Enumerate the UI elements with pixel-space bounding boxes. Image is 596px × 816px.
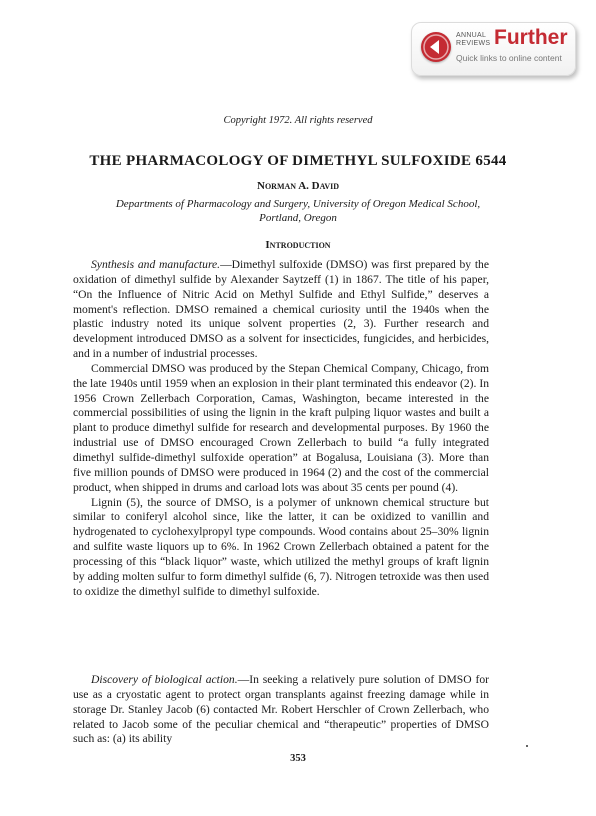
- paragraph-1: [73, 258, 489, 362]
- back-arrow-icon: [421, 32, 451, 62]
- body-text-discovery: [73, 673, 489, 747]
- paragraph-1-text: —Dimethyl sulfoxide (DMSO) was first prepared by the oxidation of dimethyl sulfide by Alexander Saytzeff (1) in 1867. The title of his paper, “On the Influence of Nitric Acid on Methyl Sulfide and Ethyl Sulfide,” deserves a moment's reflection. DMSO remained a chemical curiosity until the 1940s when the plastic industry noted its unique solvent properties (2, 3). Further research and development introduced DMSO as a solvent for insecticides, fungicides, and herbicides, and in a number of industrial processes.: [73, 258, 489, 361]
- author-name: Norman A. David: [257, 180, 339, 192]
- badge-brand-line2: REVIEWS: [456, 40, 491, 47]
- affiliation-line1: Departments of Pharmacology and Surgery, University of Oregon Medical School,: [115, 198, 481, 210]
- paragraph-3: Lignin (5), the source of DMSO, is a polymer of unknown chemical structure but similar to coniferyl alcohol since, like the latter, it can be oxidized to vanillin and hydrogenated to cyclohexylpropyl type compounds. Wood contains about 25–30% lignin and sulfite waste liquors up to 6%. In 1962 Crown Zellerbach obtained a patent for the processing of this “black liquor” waste, which utilized the methyl groups of kraft lignin by adding molten sulfur to form dimethyl sulfide (6, 7). Nitrogen tetroxide was then used to oxidize the dimethyl sulfide to dimethyl sulfoxide.: [73, 495, 489, 598]
- body-text-introduction: [73, 258, 489, 599]
- further-badge[interactable]: [411, 22, 576, 76]
- badge-further-word: Further: [494, 26, 568, 49]
- affiliation: [0, 198, 596, 225]
- copyright-line: Copyright 1972. All rights reserved: [223, 115, 373, 126]
- badge-subtitle: Quick links to online content: [456, 53, 562, 63]
- affiliation-line2: Portland, Oregon: [259, 211, 337, 224]
- article-title: THE PHARMACOLOGY OF DIMETHYL SULFOXIDE 6544: [89, 153, 507, 169]
- badge-brand-line1: ANNUAL: [456, 32, 487, 39]
- badge-brand: [456, 32, 490, 48]
- paragraph-2: Commercial DMSO was produced by the Stepan Chemical Company, Chicago, from the late 1940s until 1959 when an explosion in their plant terminated this endeavor (2). In 1956 Crown Zellerbach Corporation, Camas, Washington, became interested in the commercial possibilities of using the lignin in the kraft pulping liquor wastes and built a plant to produce dimethyl sulfide for research and developmental purposes. By 1960 the industrial use of DMSO encouraged Crown Zellerbach to build “a fully integrated dimethyl sulfide-dimethyl sulfoxide operation” at Bogalusa, Louisiana (3). More than five million pounds of DMSO were produced in 1964 (2) and the cost of the commercial product, when shipped in drums and carload lots was about 35 cents per pound (4).: [73, 361, 489, 494]
- paragraph-1-runin: Synthesis and manufacture.: [91, 258, 221, 271]
- paragraph-4-runin: Discovery of biological action.: [91, 673, 238, 686]
- paragraph-4: [73, 673, 489, 747]
- section-heading: Introduction: [265, 239, 331, 251]
- page-number: 353: [290, 753, 306, 764]
- paragraph-4-text: —In seeking a relatively pure solution of DMSO for use as a cryostatic agent to protect organ transplants against freezing damage while in storage Dr. Stanley Jacob (6) contacted Mr. Robert Herschler of Crown Zellerbach, who related to Jacob some of the peculiar chemical and “therapeutic” properties of DMSO such as: (a) its ability: [73, 673, 490, 746]
- margin-mark: [526, 745, 528, 747]
